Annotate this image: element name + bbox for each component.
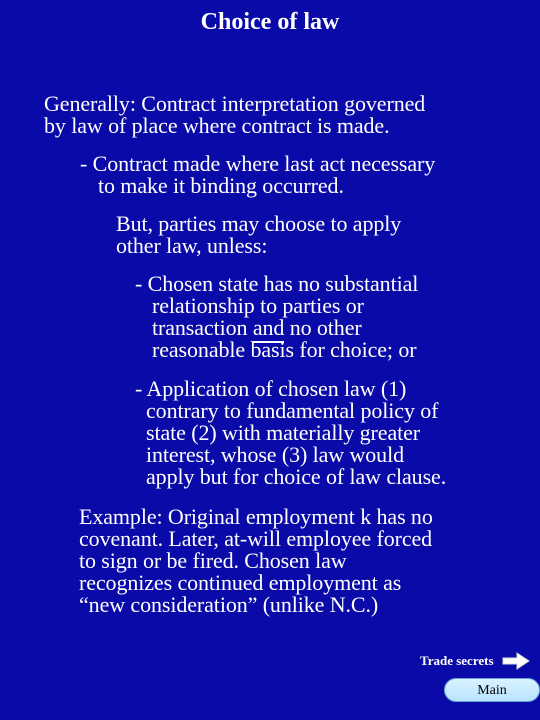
text-line: by law of place where contract is made. (44, 113, 390, 138)
text-line: recognizes continued employment as (79, 570, 402, 595)
text-line: apply but for choice of law clause. (146, 464, 447, 489)
text-line: reasonable basis for choice; or (152, 337, 417, 362)
text-line: “new consideration” (unlike N.C.) (79, 592, 379, 617)
paragraph-application (135, 378, 446, 488)
underlined-word: and (253, 315, 284, 343)
text-line: covenant. Later, at-will employee forced (79, 526, 433, 551)
paragraph-chosen-state (135, 273, 418, 361)
text-segment: no other (284, 315, 362, 340)
text-line: contrary to fundamental policy of (146, 398, 439, 423)
right-arrow-icon (502, 652, 530, 670)
text-line: - Contract made where last act necessary (80, 151, 436, 176)
text-line: Generally: Contract interpretation governed (44, 91, 426, 116)
next-trade-secrets-link[interactable] (420, 650, 530, 672)
text-line: But, parties may choose to apply (116, 211, 402, 236)
text-line: - Application of chosen law (1) (135, 376, 407, 401)
text-segment: transaction (152, 315, 253, 340)
text-line: interest, whose (3) law would (146, 442, 404, 467)
text-line (135, 317, 418, 339)
text-line: to sign or be fired. Chosen law (79, 548, 347, 573)
text-line: to make it binding occurred. (98, 173, 344, 198)
paragraph-generally (44, 93, 425, 137)
text-line: Example: Original employment k has no (79, 504, 433, 529)
next-link-label: Trade secrets (420, 653, 494, 668)
text-line: state (2) with materially greater (146, 420, 421, 445)
text-line: other law, unless: (116, 233, 268, 258)
paragraph-but-parties (116, 213, 401, 257)
paragraph-contract-made (80, 153, 435, 197)
page-title: Choice of law (200, 9, 340, 35)
text-line: relationship to parties or (152, 293, 364, 318)
paragraph-example (79, 506, 433, 616)
text-line: - Chosen state has no substantial (135, 271, 419, 296)
main-button[interactable]: Main (444, 678, 540, 702)
